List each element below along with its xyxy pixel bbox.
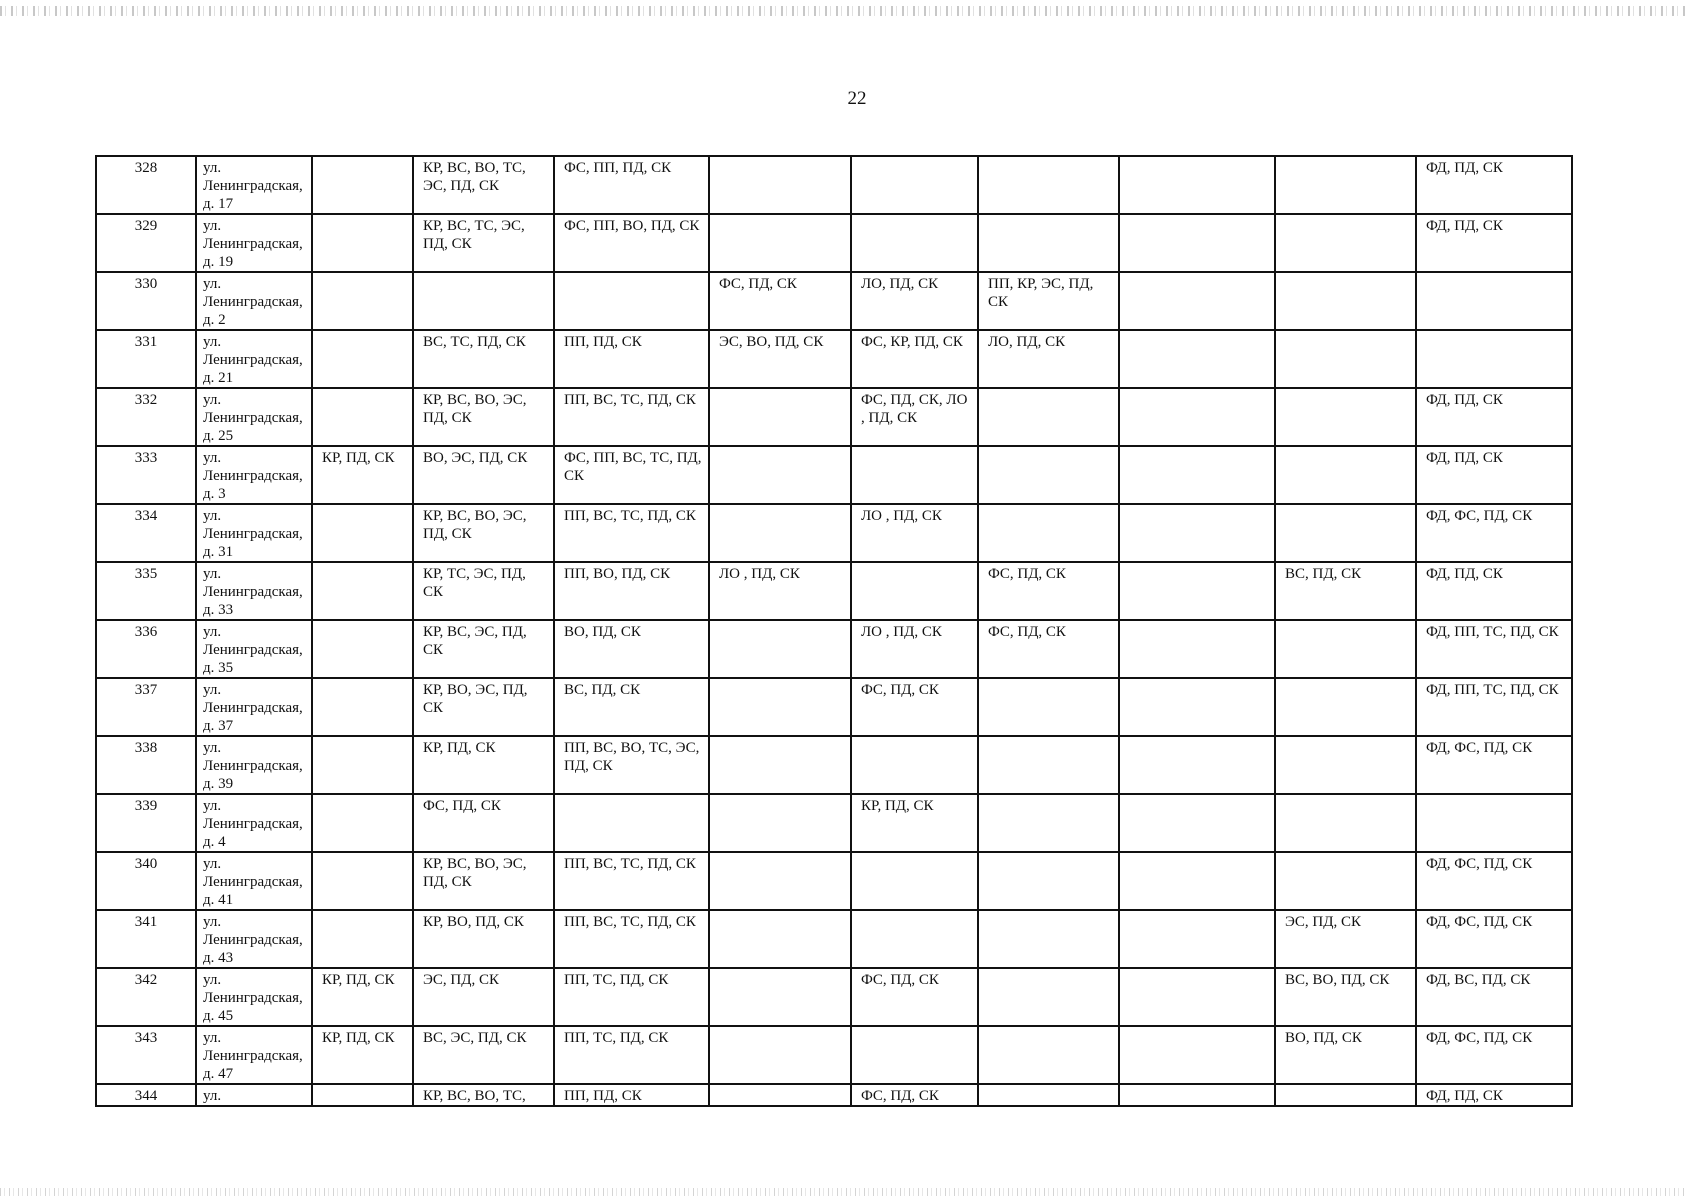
row-number-cell: 332 — [96, 388, 196, 446]
work-types-cell: ФД, ФС, ПД, СК — [1416, 504, 1572, 562]
work-types-cell: ФС, ПД, СК — [978, 562, 1119, 620]
address-cell: ул. Ленинградская, д. 47 — [196, 1026, 312, 1084]
address-cell: ул. Ленинградская, д. 45 — [196, 968, 312, 1026]
work-types-cell — [851, 910, 978, 968]
work-types-cell — [709, 678, 851, 736]
work-types-cell: КР, ВО, ЭС, ПД, СК — [413, 678, 554, 736]
row-number-cell: 343 — [96, 1026, 196, 1084]
work-types-cell: ФД, ПД, СК — [1416, 1084, 1572, 1106]
work-types-cell — [1275, 736, 1416, 794]
work-types-cell: ФС, ПП, ПД, СК — [554, 156, 709, 214]
row-number-cell: 336 — [96, 620, 196, 678]
row-number-cell: 341 — [96, 910, 196, 968]
work-types-cell — [554, 272, 709, 330]
work-types-cell — [312, 562, 413, 620]
work-types-cell — [851, 446, 978, 504]
work-types-cell: ФД, ПД, СК — [1416, 388, 1572, 446]
table-row — [96, 272, 1572, 330]
table-row — [96, 620, 1572, 678]
work-types-cell: ВС, ПД, СК — [554, 678, 709, 736]
work-types-cell — [1119, 910, 1275, 968]
work-types-cell — [709, 736, 851, 794]
work-types-cell — [709, 910, 851, 968]
work-types-cell — [978, 504, 1119, 562]
table-row — [96, 388, 1572, 446]
row-number-cell: 333 — [96, 446, 196, 504]
work-types-cell — [1119, 736, 1275, 794]
work-types-cell — [851, 562, 978, 620]
work-types-cell: ФС, ПД, СК — [851, 1084, 978, 1106]
address-cell: ул. Ленинградская, д. 2 — [196, 272, 312, 330]
address-cell: ул. Ленинградская, д. 43 — [196, 910, 312, 968]
work-types-cell — [1119, 562, 1275, 620]
work-types-cell: ПП, ПД, СК — [554, 1084, 709, 1106]
address-cell: ул. Ленинградская, д. 25 — [196, 388, 312, 446]
work-types-cell — [1275, 852, 1416, 910]
work-types-cell — [312, 214, 413, 272]
row-number-cell: 344 — [96, 1084, 196, 1106]
work-types-cell — [851, 156, 978, 214]
work-types-cell — [312, 388, 413, 446]
page-number: 22 — [847, 88, 867, 109]
table-row — [96, 504, 1572, 562]
work-types-cell — [1119, 794, 1275, 852]
work-types-cell — [978, 794, 1119, 852]
table-row — [96, 852, 1572, 910]
work-types-cell: КР, ВС, ВО, ТС, — [413, 1084, 554, 1106]
work-types-cell: КР, ВО, ПД, СК — [413, 910, 554, 968]
scan-edge-bottom — [0, 1188, 1686, 1196]
work-types-cell: ПП, ПД, СК — [554, 330, 709, 388]
work-types-cell: ВО, ЭС, ПД, СК — [413, 446, 554, 504]
work-types-cell: ФД, ПД, СК — [1416, 156, 1572, 214]
work-types-cell: КР, ПД, СК — [312, 968, 413, 1026]
row-number-cell: 340 — [96, 852, 196, 910]
row-number-cell: 328 — [96, 156, 196, 214]
work-types-cell — [709, 1084, 851, 1106]
work-types-cell — [312, 620, 413, 678]
work-types-cell — [1119, 504, 1275, 562]
work-types-cell: ФС, ПП, ВС, ТС, ПД, СК — [554, 446, 709, 504]
work-types-cell — [312, 736, 413, 794]
work-types-cell: ПП, ВС, ТС, ПД, СК — [554, 388, 709, 446]
work-types-cell — [1416, 794, 1572, 852]
address-cell: ул. Ленинградская, д. 33 — [196, 562, 312, 620]
work-types-cell: ВО, ПД, СК — [1275, 1026, 1416, 1084]
row-number-cell: 335 — [96, 562, 196, 620]
work-types-cell — [1119, 1084, 1275, 1106]
work-types-cell — [312, 794, 413, 852]
work-types-cell — [1275, 620, 1416, 678]
work-types-cell: КР, ПД, СК — [413, 736, 554, 794]
work-types-cell: ФС, ПП, ВО, ПД, СК — [554, 214, 709, 272]
work-types-cell — [1119, 214, 1275, 272]
work-types-cell: ФД, ПД, СК — [1416, 562, 1572, 620]
table-row — [96, 1084, 1572, 1106]
table-row — [96, 214, 1572, 272]
address-cell: ул. Ленинградская, д. 3 — [196, 446, 312, 504]
work-types-cell — [1119, 968, 1275, 1026]
work-types-cell — [978, 1084, 1119, 1106]
work-types-cell: ФД, ФС, ПД, СК — [1416, 852, 1572, 910]
address-cell: ул. Ленинградская, д. 39 — [196, 736, 312, 794]
work-types-cell — [709, 504, 851, 562]
work-types-cell: ВО, ПД, СК — [554, 620, 709, 678]
work-types-cell — [1275, 1084, 1416, 1106]
work-types-cell — [851, 1026, 978, 1084]
work-types-cell — [312, 910, 413, 968]
work-types-cell — [1119, 852, 1275, 910]
work-types-cell — [978, 156, 1119, 214]
work-types-cell: ВС, ЭС, ПД, СК — [413, 1026, 554, 1084]
work-types-cell: ФД, ФС, ПД, СК — [1416, 910, 1572, 968]
address-cell: ул. Ленинградская, д. 17 — [196, 156, 312, 214]
work-types-cell — [312, 1084, 413, 1106]
schedule-table — [95, 155, 1573, 1107]
address-cell: ул. Ленинградская, д. 41 — [196, 852, 312, 910]
work-types-cell — [1119, 272, 1275, 330]
table-row — [96, 330, 1572, 388]
work-types-cell — [978, 214, 1119, 272]
work-types-cell — [413, 272, 554, 330]
work-types-cell — [978, 388, 1119, 446]
row-number-cell: 329 — [96, 214, 196, 272]
work-types-cell — [1119, 446, 1275, 504]
work-types-cell — [1275, 794, 1416, 852]
work-types-cell — [978, 1026, 1119, 1084]
work-types-cell — [1275, 214, 1416, 272]
work-types-cell — [709, 1026, 851, 1084]
work-types-cell: ПП, КР, ЭС, ПД, СК — [978, 272, 1119, 330]
work-types-cell — [312, 156, 413, 214]
work-types-cell — [978, 968, 1119, 1026]
address-cell: ул. Ленинградская, д. 21 — [196, 330, 312, 388]
work-types-cell: КР, ВС, ВО, ЭС, ПД, СК — [413, 388, 554, 446]
scan-edge-top — [0, 6, 1686, 16]
work-types-cell: ВС, ВО, ПД, СК — [1275, 968, 1416, 1026]
work-types-cell — [709, 620, 851, 678]
row-number-cell: 331 — [96, 330, 196, 388]
work-types-cell — [978, 446, 1119, 504]
work-types-cell — [312, 330, 413, 388]
work-types-cell: ФС, ПД, СК — [709, 272, 851, 330]
work-types-cell: ЛО, ПД, СК — [978, 330, 1119, 388]
work-types-cell: КР, ПД, СК — [312, 1026, 413, 1084]
work-types-cell: ПП, ВС, ТС, ПД, СК — [554, 852, 709, 910]
address-cell: ул. — [196, 1084, 312, 1106]
work-types-cell — [709, 446, 851, 504]
work-types-cell: ЭС, ПД, СК — [1275, 910, 1416, 968]
work-types-cell — [709, 968, 851, 1026]
work-types-cell — [851, 852, 978, 910]
work-types-cell — [1416, 272, 1572, 330]
work-types-cell: ФД, ФС, ПД, СК — [1416, 1026, 1572, 1084]
work-types-cell: ФД, ФС, ПД, СК — [1416, 736, 1572, 794]
work-types-cell: ЛО , ПД, СК — [709, 562, 851, 620]
work-types-cell — [709, 214, 851, 272]
work-types-cell — [1275, 156, 1416, 214]
work-types-cell: ФС, ПД, СК — [851, 968, 978, 1026]
address-cell: ул. Ленинградская, д. 31 — [196, 504, 312, 562]
work-types-cell — [1119, 620, 1275, 678]
work-types-cell: КР, ВС, ВО, ТС, ЭС, ПД, СК — [413, 156, 554, 214]
work-types-cell: ПП, ВС, ТС, ПД, СК — [554, 504, 709, 562]
work-types-cell: ФД, ПД, СК — [1416, 214, 1572, 272]
work-types-cell — [1119, 388, 1275, 446]
work-types-cell: ЭС, ПД, СК — [413, 968, 554, 1026]
work-types-cell — [851, 214, 978, 272]
work-types-cell — [312, 272, 413, 330]
work-types-cell — [312, 504, 413, 562]
work-types-cell: ПП, ТС, ПД, СК — [554, 1026, 709, 1084]
work-types-cell: ЛО , ПД, СК — [851, 620, 978, 678]
work-types-cell: ФД, ВС, ПД, СК — [1416, 968, 1572, 1026]
row-number-cell: 338 — [96, 736, 196, 794]
work-types-cell: ФС, ПД, СК — [978, 620, 1119, 678]
work-types-cell: ЛО , ПД, СК — [851, 504, 978, 562]
address-cell: ул. Ленинградская, д. 19 — [196, 214, 312, 272]
work-types-cell: ФС, ПД, СК — [851, 678, 978, 736]
row-number-cell: 330 — [96, 272, 196, 330]
work-types-cell: КР, ВС, ТС, ЭС, ПД, СК — [413, 214, 554, 272]
work-types-cell: ФС, КР, ПД, СК — [851, 330, 978, 388]
address-cell: ул. Ленинградская, д. 37 — [196, 678, 312, 736]
work-types-cell — [1119, 330, 1275, 388]
work-types-cell: ФС, ПД, СК — [413, 794, 554, 852]
row-number-cell: 334 — [96, 504, 196, 562]
work-types-cell — [312, 678, 413, 736]
work-types-cell — [1119, 156, 1275, 214]
work-types-cell — [978, 736, 1119, 794]
work-types-cell: КР, ВС, ВО, ЭС, ПД, СК — [413, 852, 554, 910]
table-row — [96, 794, 1572, 852]
table-row — [96, 968, 1572, 1026]
work-types-cell — [851, 736, 978, 794]
work-types-cell: ПП, ВС, ТС, ПД, СК — [554, 910, 709, 968]
work-types-cell: ФД, ПП, ТС, ПД, СК — [1416, 620, 1572, 678]
work-types-cell — [709, 156, 851, 214]
work-types-cell: КР, ПД, СК — [312, 446, 413, 504]
table-row — [96, 910, 1572, 968]
work-types-cell — [1275, 272, 1416, 330]
work-types-cell — [554, 794, 709, 852]
work-types-cell: ПП, ТС, ПД, СК — [554, 968, 709, 1026]
table-row — [96, 678, 1572, 736]
work-types-cell — [1275, 678, 1416, 736]
work-types-cell — [709, 852, 851, 910]
table-row — [96, 736, 1572, 794]
table-row — [96, 156, 1572, 214]
work-types-cell: ПП, ВС, ВО, ТС, ЭС, ПД, СК — [554, 736, 709, 794]
work-types-cell: КР, ПД, СК — [851, 794, 978, 852]
work-types-cell — [1275, 330, 1416, 388]
work-types-cell: КР, ВС, ВО, ЭС, ПД, СК — [413, 504, 554, 562]
work-types-cell — [978, 852, 1119, 910]
work-types-cell — [709, 794, 851, 852]
work-types-cell — [1275, 388, 1416, 446]
work-types-cell — [312, 852, 413, 910]
work-types-cell: ЭС, ВО, ПД, СК — [709, 330, 851, 388]
work-types-cell: ФС, ПД, СК, ЛО , ПД, СК — [851, 388, 978, 446]
work-types-cell: ЛО, ПД, СК — [851, 272, 978, 330]
work-types-cell: ВС, ПД, СК — [1275, 562, 1416, 620]
work-types-cell: ВС, ТС, ПД, СК — [413, 330, 554, 388]
table-row — [96, 1026, 1572, 1084]
work-types-cell — [978, 678, 1119, 736]
work-types-cell — [1275, 504, 1416, 562]
work-types-cell — [1119, 678, 1275, 736]
address-cell: ул. Ленинградская, д. 4 — [196, 794, 312, 852]
work-types-cell — [709, 388, 851, 446]
address-cell: ул. Ленинградская, д. 35 — [196, 620, 312, 678]
work-types-cell: ФД, ПД, СК — [1416, 446, 1572, 504]
work-types-cell — [1119, 1026, 1275, 1084]
row-number-cell: 342 — [96, 968, 196, 1026]
row-number-cell: 339 — [96, 794, 196, 852]
work-types-cell — [1275, 446, 1416, 504]
table-row — [96, 446, 1572, 504]
work-types-cell — [1416, 330, 1572, 388]
work-types-cell: КР, ТС, ЭС, ПД, СК — [413, 562, 554, 620]
work-types-cell: ПП, ВО, ПД, СК — [554, 562, 709, 620]
table-row — [96, 562, 1572, 620]
work-types-cell — [978, 910, 1119, 968]
row-number-cell: 337 — [96, 678, 196, 736]
work-types-cell: ФД, ПП, ТС, ПД, СК — [1416, 678, 1572, 736]
schedule-table-body — [96, 156, 1572, 1106]
work-types-cell: КР, ВС, ЭС, ПД, СК — [413, 620, 554, 678]
